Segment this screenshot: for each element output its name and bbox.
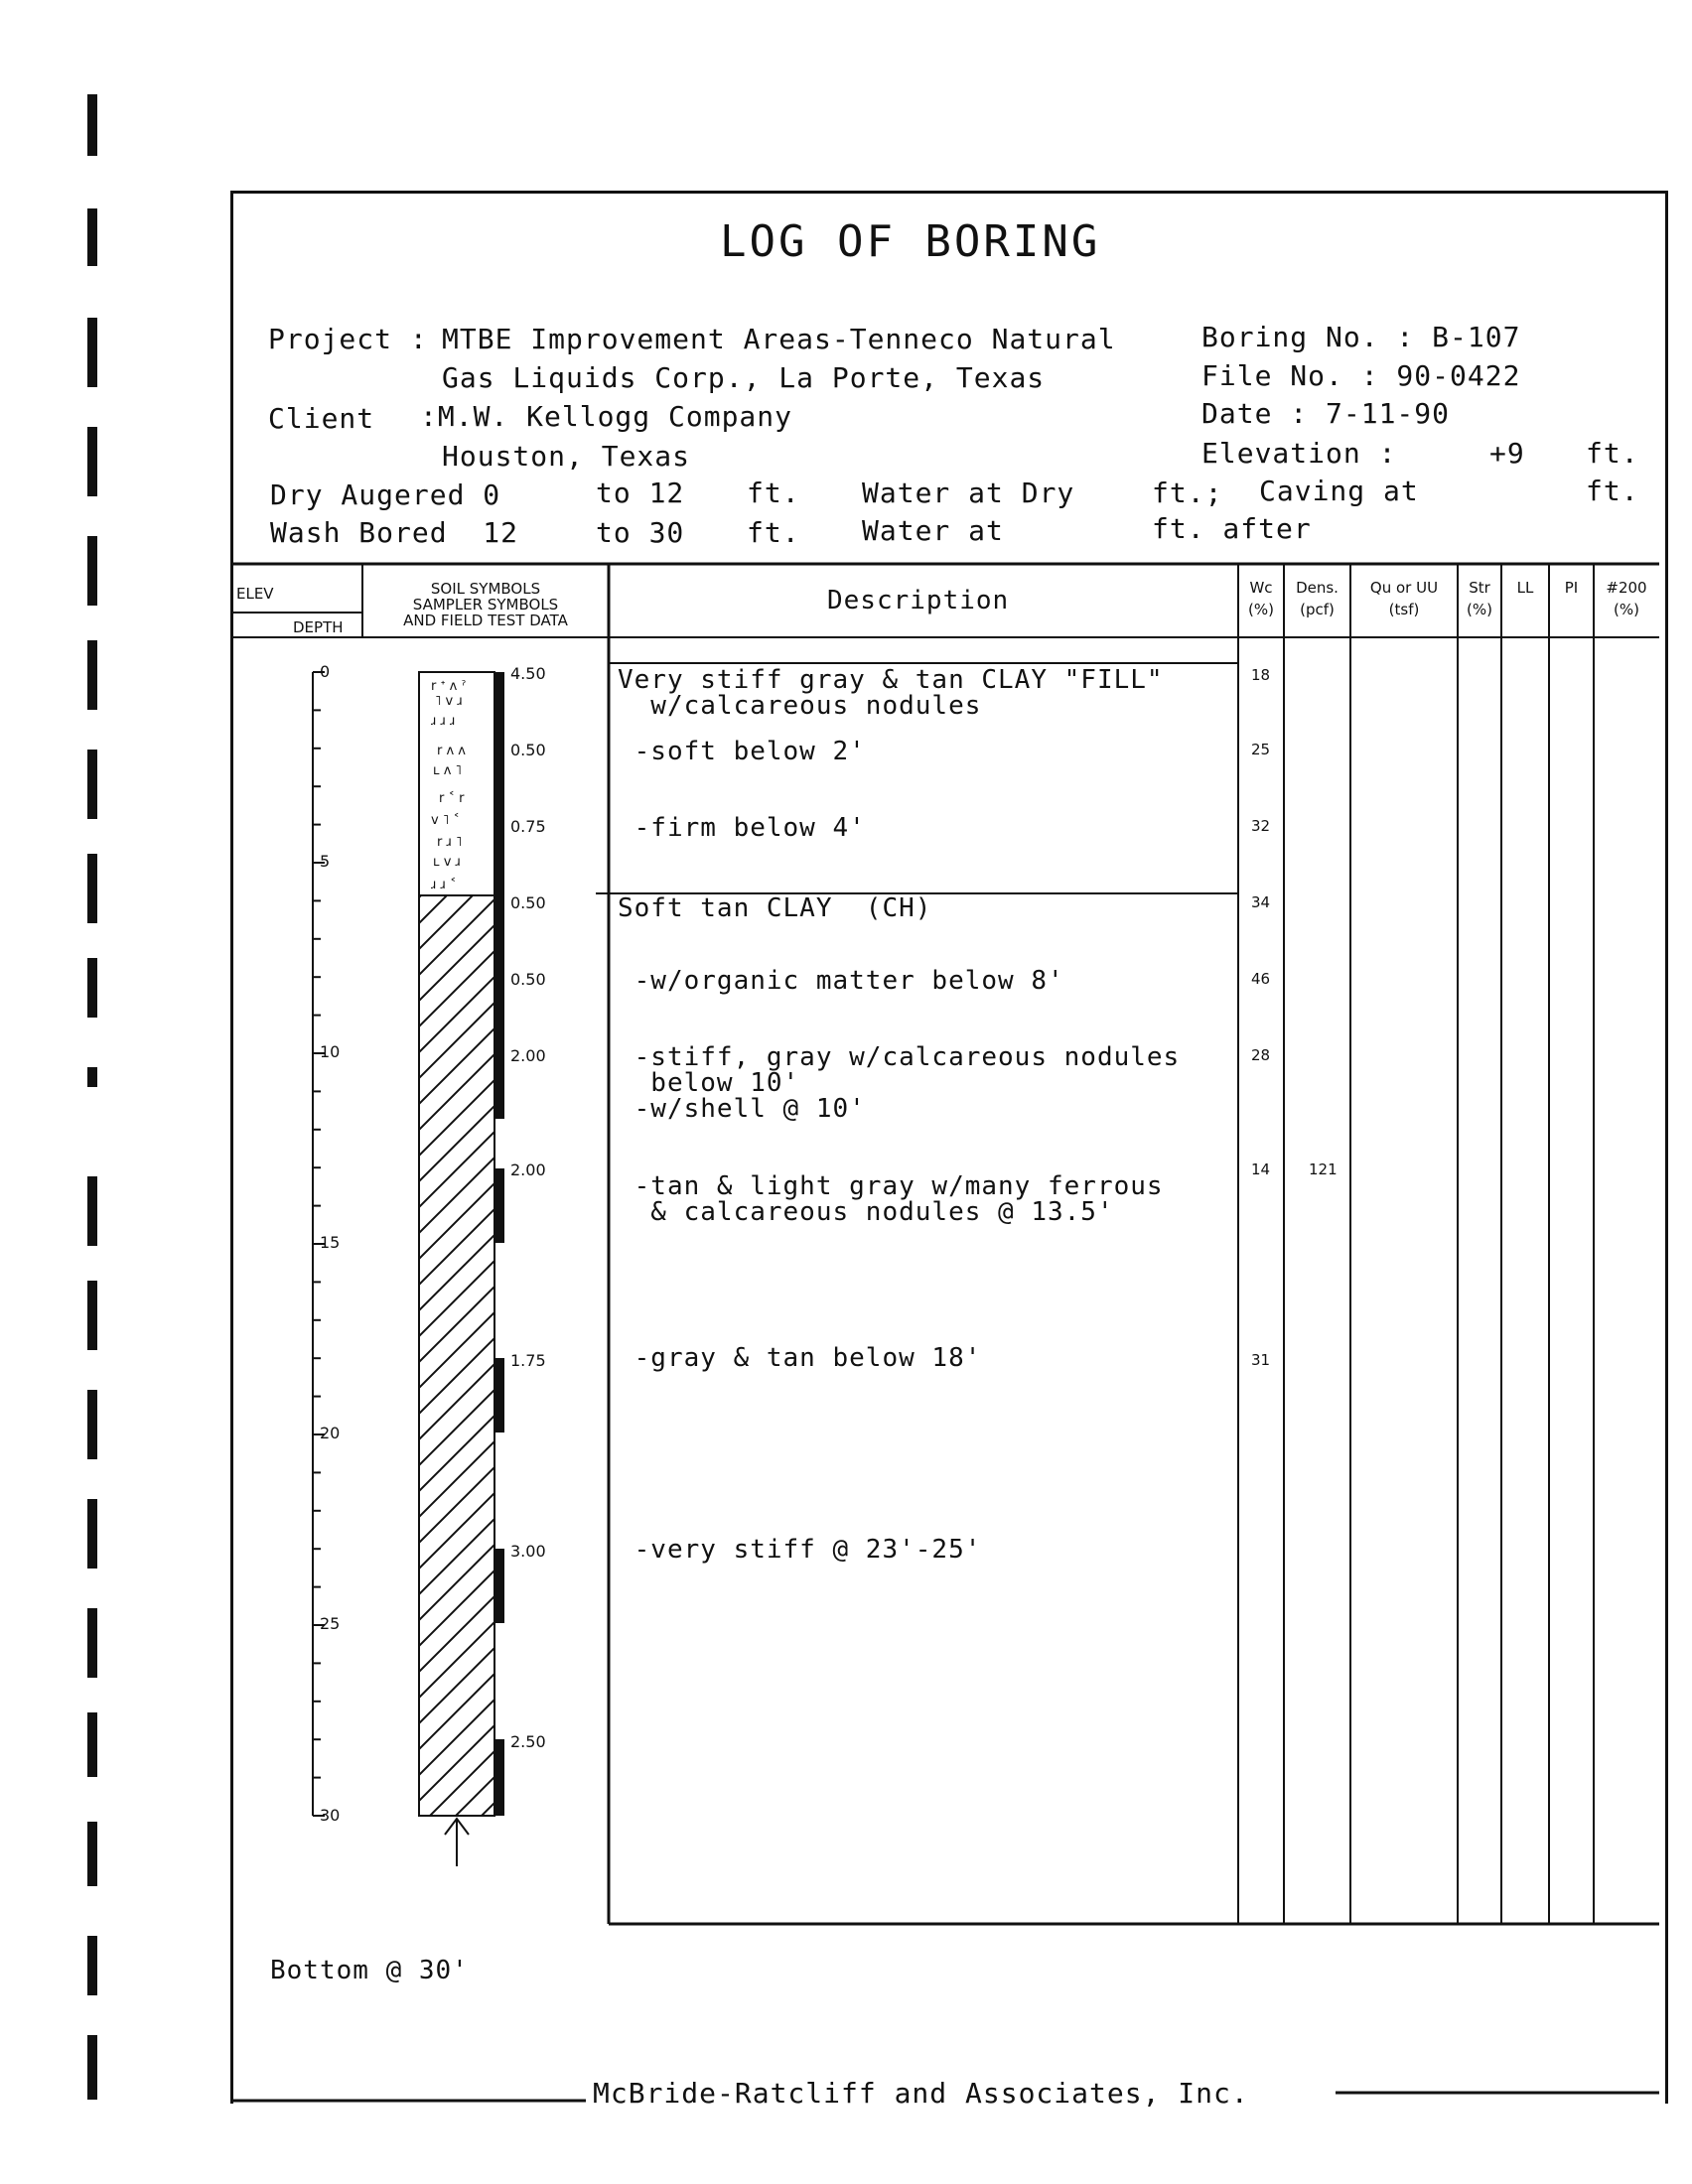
wc-value: 14 bbox=[1251, 1160, 1271, 1178]
description-line: -gray & tan below 18' bbox=[618, 1343, 982, 1373]
pen-value: 1.75 bbox=[510, 1351, 546, 1370]
svg-text:r ɹ ˥: r ɹ ˥ bbox=[437, 835, 463, 850]
description-line: w/calcareous nodules bbox=[618, 691, 982, 721]
dry-ft: ft. bbox=[747, 477, 800, 509]
water-at: Water at bbox=[862, 514, 1004, 547]
elevation-unit: ft. bbox=[1586, 437, 1639, 470]
description-line: -w/shell @ 10' bbox=[618, 1094, 866, 1124]
description-line: -stiff, gray w/calcareous nodules bbox=[618, 1042, 1181, 1072]
elevation-value: +9 bbox=[1489, 437, 1525, 470]
date: Date : 7-11-90 bbox=[1201, 397, 1451, 430]
depth-label: 25 bbox=[320, 1614, 341, 1633]
project-line-1: MTBE Improvement Areas-Tenneco Natural bbox=[442, 323, 1116, 355]
col-str bbox=[1458, 580, 1501, 617]
col-wc bbox=[1238, 580, 1284, 617]
boring-no: Boring No. : B-107 bbox=[1201, 321, 1521, 353]
col-soil-3: AND FIELD TEST DATA bbox=[403, 612, 568, 629]
wash-bored: Wash Bored 12 bbox=[270, 516, 519, 549]
depth-label: 0 bbox=[320, 662, 331, 681]
description-line: -very stiff @ 23'-25' bbox=[618, 1535, 982, 1565]
project-label: Project : bbox=[268, 323, 428, 355]
col-depth: DEPTH bbox=[293, 618, 344, 636]
svg-text:ʟ ʌ ˥: ʟ ʌ ˥ bbox=[433, 763, 462, 778]
pen-value: 0.50 bbox=[510, 970, 546, 989]
col-soil-1: SOIL SYMBOLS bbox=[430, 580, 541, 598]
pen-value: 0.75 bbox=[510, 817, 546, 836]
description-line: & calcareous nodules @ 13.5' bbox=[618, 1197, 1114, 1227]
pen-value: 3.00 bbox=[510, 1542, 546, 1561]
col-description: Description bbox=[827, 586, 1010, 615]
wc-value: 31 bbox=[1251, 1351, 1271, 1369]
wash-ft: ft. bbox=[747, 516, 800, 549]
col-dens-label: Dens. bbox=[1296, 579, 1339, 597]
col-200 bbox=[1594, 580, 1659, 617]
caving-ft: ft. bbox=[1586, 475, 1639, 507]
client-line-1: :M.W. Kellogg Company bbox=[420, 400, 793, 433]
svg-text:ʟ v ɹ: ʟ v ɹ bbox=[433, 855, 461, 870]
client-label: Client bbox=[268, 402, 375, 435]
svg-text:v ˥ ˂: v ˥ ˂ bbox=[431, 813, 460, 828]
col-200-label: #200 bbox=[1606, 579, 1647, 597]
client-line-2: Houston, Texas bbox=[442, 440, 691, 473]
pen-value: 2.00 bbox=[510, 1046, 546, 1065]
description-line: Soft tan CLAY (CH) bbox=[618, 893, 932, 923]
col-dens-unit: (pcf) bbox=[1300, 601, 1335, 618]
col-ll: LL bbox=[1516, 579, 1534, 597]
water-ft-1: ft.; bbox=[1152, 477, 1223, 509]
description-line: -soft below 2' bbox=[618, 737, 866, 766]
col-soil-2: SAMPLER SYMBOLS bbox=[412, 596, 559, 614]
pen-value: 4.50 bbox=[510, 664, 546, 683]
col-pi: PI bbox=[1564, 579, 1579, 597]
depth-label: 15 bbox=[320, 1233, 341, 1252]
description-line: Very stiff gray & tan CLAY "FILL" bbox=[618, 665, 1164, 695]
bottom-note: Bottom @ 30' bbox=[270, 1956, 469, 1985]
wc-value: 28 bbox=[1251, 1046, 1271, 1064]
depth-label: 10 bbox=[320, 1042, 341, 1061]
dry-augered: Dry Augered 0 bbox=[270, 478, 501, 511]
pen-value: 2.00 bbox=[510, 1160, 546, 1179]
col-str-unit: (%) bbox=[1467, 601, 1492, 618]
description-line: -w/organic matter below 8' bbox=[618, 966, 1064, 996]
svg-text:r ˂ r: r ˂ r bbox=[439, 791, 465, 806]
wc-value: 46 bbox=[1251, 970, 1271, 988]
svg-text:˥ v ɹ: ˥ v ɹ bbox=[435, 694, 463, 709]
col-dens bbox=[1284, 580, 1350, 617]
description-line: -firm below 4' bbox=[618, 813, 866, 843]
dry-to: to 12 bbox=[596, 477, 685, 509]
col-qu bbox=[1350, 580, 1458, 617]
file-no: File No. : 90-0422 bbox=[1201, 359, 1521, 392]
wc-value: 34 bbox=[1251, 893, 1271, 911]
svg-text:r ʌ ʌ: r ʌ ʌ bbox=[437, 744, 466, 758]
elevation-label: Elevation : bbox=[1201, 437, 1397, 470]
description-line: below 10' bbox=[618, 1068, 800, 1098]
col-wc-label: Wc bbox=[1249, 579, 1273, 597]
water-at-dry: Water at Dry bbox=[862, 477, 1075, 509]
description-line: -tan & light gray w/many ferrous bbox=[618, 1171, 1164, 1201]
col-wc-unit: (%) bbox=[1248, 601, 1274, 618]
page-title: LOG OF BORING bbox=[720, 216, 1101, 267]
pen-value: 0.50 bbox=[510, 741, 546, 759]
col-elev: ELEV bbox=[236, 585, 274, 603]
pen-value: 0.50 bbox=[510, 893, 546, 912]
depth-label: 5 bbox=[320, 852, 331, 871]
svg-text:ɹ ɹ ˂: ɹ ɹ ˂ bbox=[431, 878, 457, 892]
company-footer: McBride-Ratcliff and Associates, Inc. bbox=[593, 2077, 1249, 2110]
depth-label: 20 bbox=[320, 1424, 341, 1442]
project-line-2: Gas Liquids Corp., La Porte, Texas bbox=[442, 361, 1046, 394]
wash-to: to 30 bbox=[596, 516, 685, 549]
wc-value: 18 bbox=[1251, 666, 1271, 684]
caving-at: Caving at bbox=[1259, 475, 1419, 507]
col-qu-label: Qu or UU bbox=[1369, 579, 1439, 597]
pen-value: 2.50 bbox=[510, 1732, 546, 1751]
water-after: ft. after bbox=[1152, 512, 1312, 545]
wc-value: 32 bbox=[1251, 817, 1271, 835]
col-str-label: Str bbox=[1469, 579, 1490, 597]
col-qu-unit: (tsf) bbox=[1388, 601, 1420, 618]
depth-label: 30 bbox=[320, 1806, 341, 1825]
wc-value: 25 bbox=[1251, 741, 1271, 758]
svg-text:ɹ ɹ ɹ: ɹ ɹ ɹ bbox=[431, 714, 456, 729]
svg-text:r ᐩ ʌ ˀ: r ᐩ ʌ ˀ bbox=[431, 679, 467, 694]
col-200-unit: (%) bbox=[1614, 601, 1639, 618]
dens-value: 121 bbox=[1309, 1160, 1338, 1178]
